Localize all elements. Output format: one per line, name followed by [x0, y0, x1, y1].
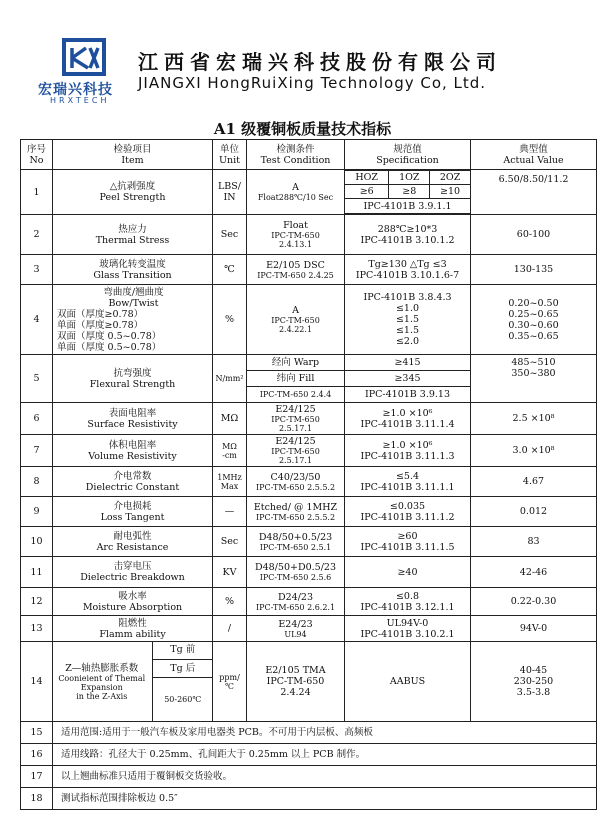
company-name-en: JIANGXI HongRuiXing Technology Co, Ltd.: [138, 74, 487, 92]
row-spec: HOZ 1OZ 2OZ ≥6 ≥8 ≥10 IPC-4101B 3.9.1.1: [345, 170, 471, 215]
table-header-row: [21, 140, 597, 170]
table-row: 12 吸水率 Moisture Absorption % D24/23 IPC-TM-650 2.6.2.1 ≤0.8 IPC-4101B 3.12.1.1 0.22-0.30: [21, 588, 597, 616]
table-row: 11 击穿电压 Dielectric Breakdown KV D48/50+D0.5/23 IPC-TM-650 2.5.6 ≥40 42-46: [21, 557, 597, 588]
header-no: 序号 No: [21, 140, 53, 170]
header-actual-value: 典型值 Actual Value: [471, 140, 597, 170]
spec-table: [20, 139, 597, 810]
letterhead: [0, 0, 605, 112]
logo-text-cn: 宏瑞兴科技: [38, 82, 113, 98]
header-specification: 规范值 Specification: [345, 140, 471, 170]
table-row: 14 Z—轴热膨胀系数 Coonieient of Themal Expansion in the Z-Axis Tg 前 Tg 后 50-260℃ ppm/ ℃ E2/105 TMA IPC-TM-650 2.4.24 AABUS 40-45 230-250 3.5-3.8: [21, 642, 597, 722]
table-row: 16 适用线路：孔径大于 0.25mm、孔间距大于 0.25mm 以上 PCB 制作。: [21, 744, 597, 766]
table-row: 15 适用范围:适用于一般汽车板及家用电器类 PCB。不可用于内层板、高频板: [21, 722, 597, 744]
table-row: 4 弯曲度/翘曲度 Bow/Twist 双面（厚度≥0.78） 单面（厚度≥0.78） 双面（厚度 0.5~0.78） 单面（厚度 0.5~0.78） % A IPC-TM-650 2.4.22.1 IPC-4101B 3.8.4.3 ≤1.0 ≤1.5 ≤1.5 ≤2.0 0.20~0.50 0.25~0.65 0.30~0.60 0.35~0.65: [21, 285, 597, 355]
table-row: 8 介电常数 Dielectric Constant 1MHz Max C40/23/50 IPC-TM-650 2.5.5.2 ≤5.4 IPC-4101B 3.11.1.1 4.67: [21, 467, 597, 497]
table-row: 5 抗弯强度 Flexural Strength N/mm² 经向 Warp ≥415 纬向 Fill ≥345 IPC-TM-650 2.4.4 IPC-4101B 3.9.13 485~510 350~380: [21, 355, 597, 403]
table-row: 10 耐电弧性 Arc Resistance Sec D48/50+0.5/23 IPC-TM-650 2.5.1 ≥60 IPC-4101B 3.11.1.5 83: [21, 527, 597, 557]
table-row: 7 体积电阻率 Volume Resistivity MΩ -cm E24/125 IPC-TM-650 2.5.17.1 ≥1.0 ×10⁶ IPC-4101B 3.11.1.3 3.0 ×10⁸: [21, 435, 597, 467]
table-row: 17 以上翘曲标准只适用于覆铜板交货验收。: [21, 766, 597, 788]
header-condition: 检测条件 Test Condition: [247, 140, 345, 170]
document-title: A1 级覆铜板质量技术指标: [213, 120, 392, 138]
table-row: 3 玻璃化转变温度 Glass Transition ℃ E2/105 DSC IPC-TM-650 2.4.25 Tg≥130 △Tg ≤3 IPC-4101B 3.10.1.6-7 130-135: [21, 255, 597, 285]
header-unit: 单位 Unit: [213, 140, 247, 170]
table-row: 2 热应力 Thermal Stress Sec Float IPC-TM-650 2.4.13.1 288℃≥10*3 IPC-4101B 3.10.1.2 60-100: [21, 215, 597, 255]
header-item: 检验项目 Item: [53, 140, 213, 170]
table-row: [21, 170, 597, 215]
row-item: △抗剥强度 Peel Strength: [53, 170, 213, 215]
row-condition: A Float288℃/10 Sec: [247, 170, 345, 215]
table-row: 9 介电损耗 Loss Tangent — Etched/ @ 1MHZ IPC-TM-650 2.5.5.2 ≤0.035 IPC-4101B 3.11.1.2 0.012: [21, 497, 597, 527]
row-unit: LBS/ IN: [213, 170, 247, 215]
row-value: 6.50/8.50/11.2: [471, 170, 597, 215]
table-row: 18 测试指标范围排除板边 0.5″: [21, 788, 597, 810]
table-row: 13 阻燃性 Flamm ability / E24/23 UL94 UL94V-0 IPC-4101B 3.10.2.1 94V-0: [21, 616, 597, 642]
table-row: 6 表面电阻率 Surface Resistivity MΩ E24/125 IPC-TM-650 2.5.17.1 ≥1.0 ×10⁶ IPC-4101B 3.11.1.4 2.5 ×10⁸: [21, 403, 597, 435]
company-name-cn: 江西省宏瑞兴科技股份有限公司: [138, 50, 502, 74]
row-no: 1: [21, 170, 53, 215]
logo-text-en: HRXTECH: [50, 96, 110, 105]
